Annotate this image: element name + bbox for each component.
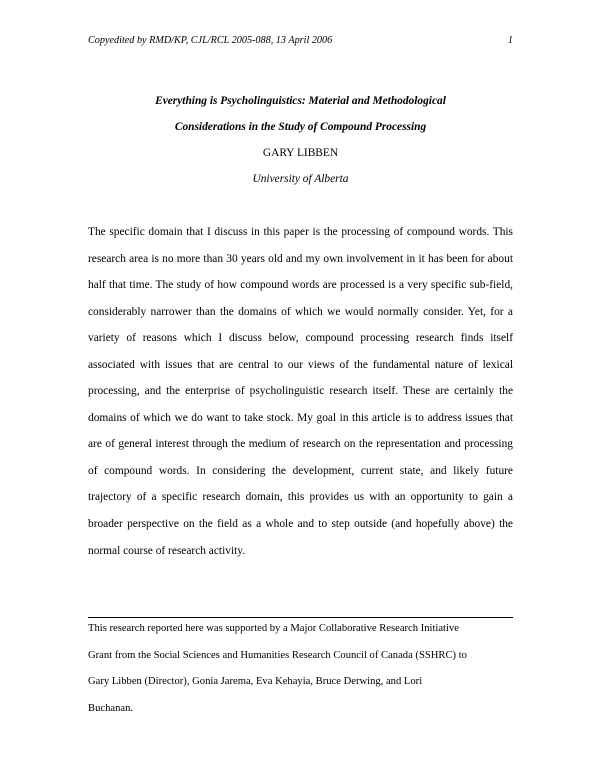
- author-affiliation: University of Alberta: [252, 173, 349, 185]
- author-name: GARY LIBBEN: [262, 147, 339, 159]
- running-header: [88, 35, 513, 47]
- title-block: [88, 88, 513, 192]
- body-paragraph: The specific domain that I discuss in this paper is the processing of compound words. This research area is no more than 30 years old and my own involvement in it has been for about half that time. The study of how compound words are processed is a very specific sub-field, considerably narrower than the domains of which we would normally consider. Yet, for a variety of reasons which I discuss below, compound processing research finds itself associated with issues that are central to our views of the fundamental nature of lexical processing, and the enterprise of psycholinguistic research itself. These are certainly the domains of which we do want to take stock. My goal in this article is to address issues that are of general interest through the medium of research on the representation and processing of compound words. In considering the development, current state, and likely future trajectory of a specific research domain, this provides us with an opportunity to gain a broader perspective on the field as a whole and to step outside (and hopefully above) the normal course of research activity.: [88, 226, 513, 557]
- running-head-text: Copyedited by RMD/KP, CJL/RCL 2005-088, 13 April 2006: [88, 35, 333, 46]
- paper-title-line-2: Considerations in the Study of Compound Processing: [174, 121, 427, 133]
- footnote: [88, 616, 513, 723]
- paper-title-line-1: Everything is Psycholinguistics: Material and Methodological: [155, 95, 446, 107]
- footnote-line: Grant from the Social Sciences and Humanities Research Council of Canada (SSHRC) to: [88, 649, 467, 661]
- page-number: 1: [507, 35, 513, 46]
- footnote-line: This research reported here was supported by a Major Collaborative Research Initiative: [88, 623, 459, 634]
- footnote-line: Gary Libben (Director), Gonia Jarema, Eva Kehayia, Bruce Derwing, and Lori: [88, 676, 423, 688]
- footnote-line: Buchanan.: [88, 703, 134, 715]
